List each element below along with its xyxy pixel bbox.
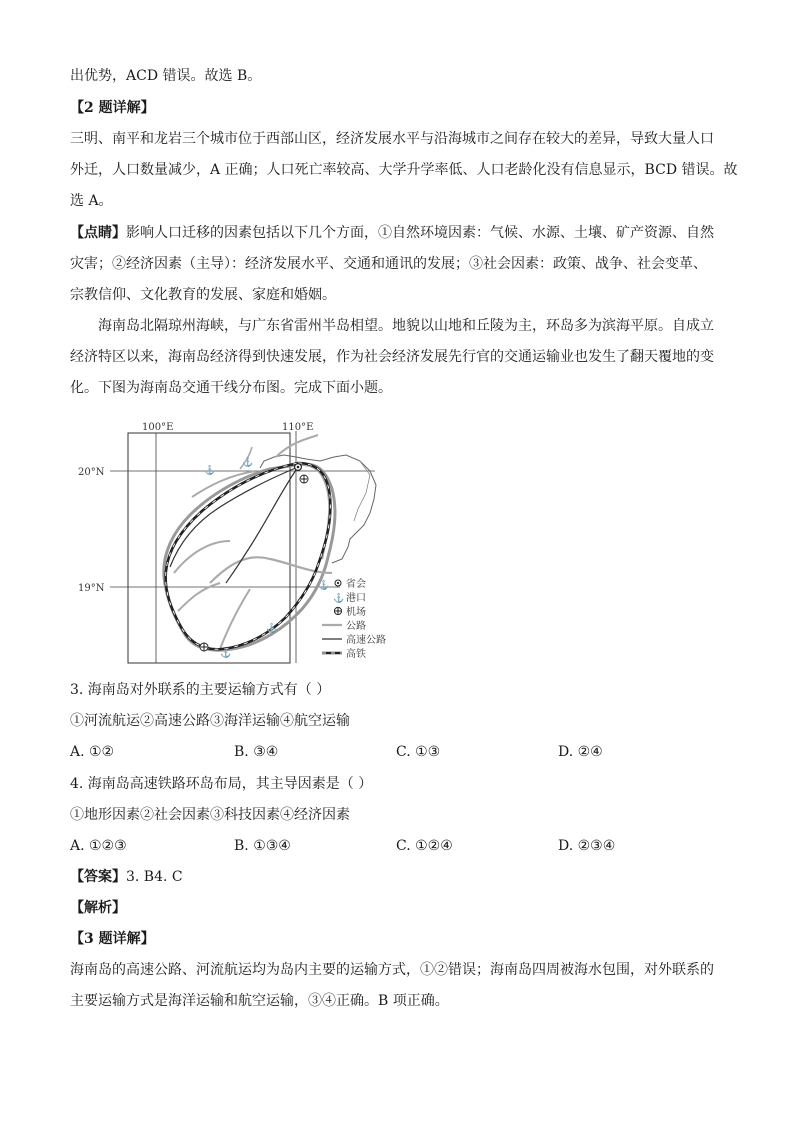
text-line: 三明、南平和龙岩三个城市位于西部山区，经济发展水平与沿海城市之间存在较大的差异，导致大量人口 (70, 131, 714, 147)
text-line: 选 A。 (70, 193, 113, 209)
airport-icon (300, 475, 308, 483)
text-line: 出优势，ACD 错误。故选 B。 (70, 68, 262, 84)
port-icon: ⚓ (242, 458, 254, 468)
intro-paragraph-line: 经济特区以来，海南岛经济得到快速发展，作为社会经济发展先行官的交通运输业也发生了翻天覆地的变 (70, 349, 714, 365)
road-line (276, 435, 318, 457)
legend-label: 省会 (346, 579, 366, 590)
lon-label: 110°E (282, 422, 314, 433)
intro-paragraph-line: 化。下图为海南岛交通干线分布图。完成下面小题。 (70, 380, 392, 396)
expressway-line (226, 467, 298, 583)
option-d: D. ②④ (558, 744, 603, 760)
legend-label: 高速公路 (346, 635, 386, 646)
port-icon: ⚓ (333, 594, 345, 604)
section-heading: 【2 题详解】 (70, 100, 155, 116)
text-line: 宗教信仰、文化教育的发展、家庭和婚姻。 (70, 287, 336, 303)
port-icon: ⚓ (220, 649, 232, 659)
answer-line (70, 867, 730, 887)
tip-tag: 【点睛】 (70, 225, 126, 241)
hainan-transport-map (70, 413, 420, 665)
question-stem: 3. 海南岛对外联系的主要运输方式有（ ） (70, 682, 331, 698)
option-c: C. ①②④ (396, 838, 453, 854)
port-icon: ⚓ (266, 624, 278, 634)
question-items: ①河流航运②高速公路③海洋运输④航空运输 (70, 713, 350, 729)
option-b: B. ①③④ (234, 838, 291, 854)
option-a: A. ①② (70, 744, 115, 760)
legend-label: 高铁 (346, 649, 366, 660)
road-line (220, 589, 250, 649)
question-stem: 4. 海南岛高速铁路环岛布局，其主导因素是（ ） (70, 776, 373, 792)
port-icon: ⚓ (204, 466, 216, 476)
answer-tag: 【答案】 (70, 869, 126, 885)
option-c: C. ①③ (396, 744, 441, 760)
map-legend (322, 577, 386, 660)
option-a: A. ①②③ (70, 838, 127, 854)
text-line: 主要运输方式是海洋运输和航空运输，③④正确。B 项正确。 (70, 993, 449, 1009)
question-items: ①地形因素②社会因素③科技因素④经济因素 (70, 807, 350, 823)
option-d: D. ②③④ (558, 838, 616, 854)
port-icon: ⚓ (318, 581, 330, 591)
text-line: 外迁，人口数量减少，A 正确；人口死亡率较高、大学升学率低、人口老龄化没有信息显示，BCD 错误。故 (70, 162, 738, 178)
lon-label: 100°E (142, 422, 174, 433)
lat-label: 19°N (78, 583, 105, 594)
legend-label: 机场 (346, 607, 366, 618)
answer-text: 3. B4. C (126, 869, 183, 885)
intro-paragraph-line: 海南岛北隔琼州海峡，与广东省雷州半岛相望。地貌以山地和丘陵为主，环岛多为滨海平原。自成立 (98, 318, 714, 334)
airport-icon (200, 643, 208, 651)
legend-label: 港口 (346, 593, 366, 604)
tip-text: 影响人口迁移的因素包括以下几个方面，①自然环境因素：气候、水源、土壤、矿产资源、自然 (126, 225, 714, 241)
text-line: 海南岛的高速公路、河流航运均为岛内主要的运输方式，①②错误；海南岛四周被海水包围，对外联系的 (70, 962, 714, 978)
tip-paragraph-line (70, 223, 730, 243)
section-heading: 【3 题详解】 (70, 931, 155, 947)
option-b: B. ③④ (234, 744, 279, 760)
legend-label: 公路 (346, 621, 366, 632)
road-line (174, 541, 230, 573)
lat-label: 20°N (78, 467, 105, 478)
text-line: 灾害；②经济因素（主导）：经济发展水平、交通和通讯的发展；③社会因素：政策、战争、社会变革、 (70, 256, 707, 272)
analysis-heading: 【解析】 (70, 900, 126, 916)
